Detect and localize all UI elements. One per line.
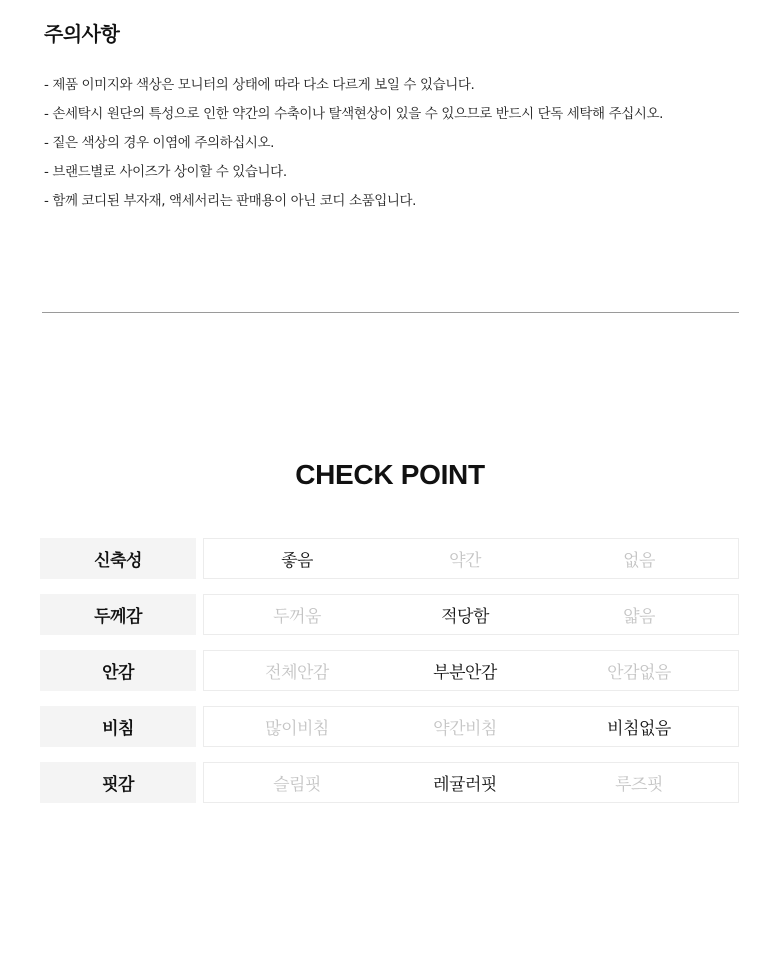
check-point-option: 없음 bbox=[623, 551, 655, 571]
notice-section bbox=[44, 18, 744, 216]
check-point-option: 약간 bbox=[449, 551, 481, 571]
check-point-option: 약간비침 bbox=[433, 719, 497, 739]
check-point-label: 안감 bbox=[40, 650, 196, 691]
notice-title: 주의사항 bbox=[44, 22, 120, 46]
check-point-row-sheerness bbox=[40, 706, 739, 747]
notice-list bbox=[44, 71, 744, 216]
check-point-title: CHECK POINT bbox=[295, 459, 485, 491]
check-point-option: 많이비침 bbox=[265, 719, 329, 739]
check-point-row-fit bbox=[40, 762, 739, 803]
check-point-option: 전체안감 bbox=[265, 663, 329, 683]
check-point-options bbox=[203, 650, 739, 691]
check-point-options bbox=[203, 594, 739, 635]
notice-item: - 제품 이미지와 색상은 모니터의 상태에 따라 다소 다르게 보일 수 있습니다. bbox=[44, 77, 475, 93]
check-point-option: 부분안감 bbox=[433, 663, 497, 683]
check-point-options bbox=[203, 762, 739, 803]
check-point-options bbox=[203, 706, 739, 747]
check-point-label: 두께감 bbox=[40, 594, 196, 635]
check-point-table bbox=[40, 538, 739, 818]
check-point-option: 슬림핏 bbox=[273, 775, 321, 795]
check-point-option: 좋음 bbox=[281, 551, 313, 571]
check-point-option: 비침없음 bbox=[607, 719, 671, 739]
check-point-option: 루즈핏 bbox=[615, 775, 663, 795]
check-point-option: 두꺼움 bbox=[273, 607, 321, 627]
check-point-label: 신축성 bbox=[40, 538, 196, 579]
check-point-option: 레귤러핏 bbox=[433, 775, 497, 795]
check-point-row-lining bbox=[40, 650, 739, 691]
check-point-row-thickness bbox=[40, 594, 739, 635]
notice-item: - 브랜드별로 사이즈가 상이할 수 있습니다. bbox=[44, 164, 287, 180]
notice-item: - 함께 코디된 부자재, 액세서리는 판매용이 아닌 코디 소품입니다. bbox=[44, 193, 417, 209]
check-point-option: 얇음 bbox=[623, 607, 655, 627]
section-divider bbox=[42, 312, 739, 313]
notice-item: - 손세탁시 원단의 특성으로 인한 약간의 수축이나 탈색현상이 있을 수 있으므로 반드시 단독 세탁해 주십시오. bbox=[44, 106, 664, 122]
check-point-label: 비침 bbox=[40, 706, 196, 747]
check-point-option: 적당함 bbox=[441, 607, 489, 627]
check-point-label: 핏감 bbox=[40, 762, 196, 803]
check-point-row-stretch bbox=[40, 538, 739, 579]
notice-item: - 짙은 색상의 경우 이염에 주의하십시오. bbox=[44, 135, 275, 151]
check-point-option: 안감없음 bbox=[607, 663, 671, 683]
check-point-options bbox=[203, 538, 739, 579]
